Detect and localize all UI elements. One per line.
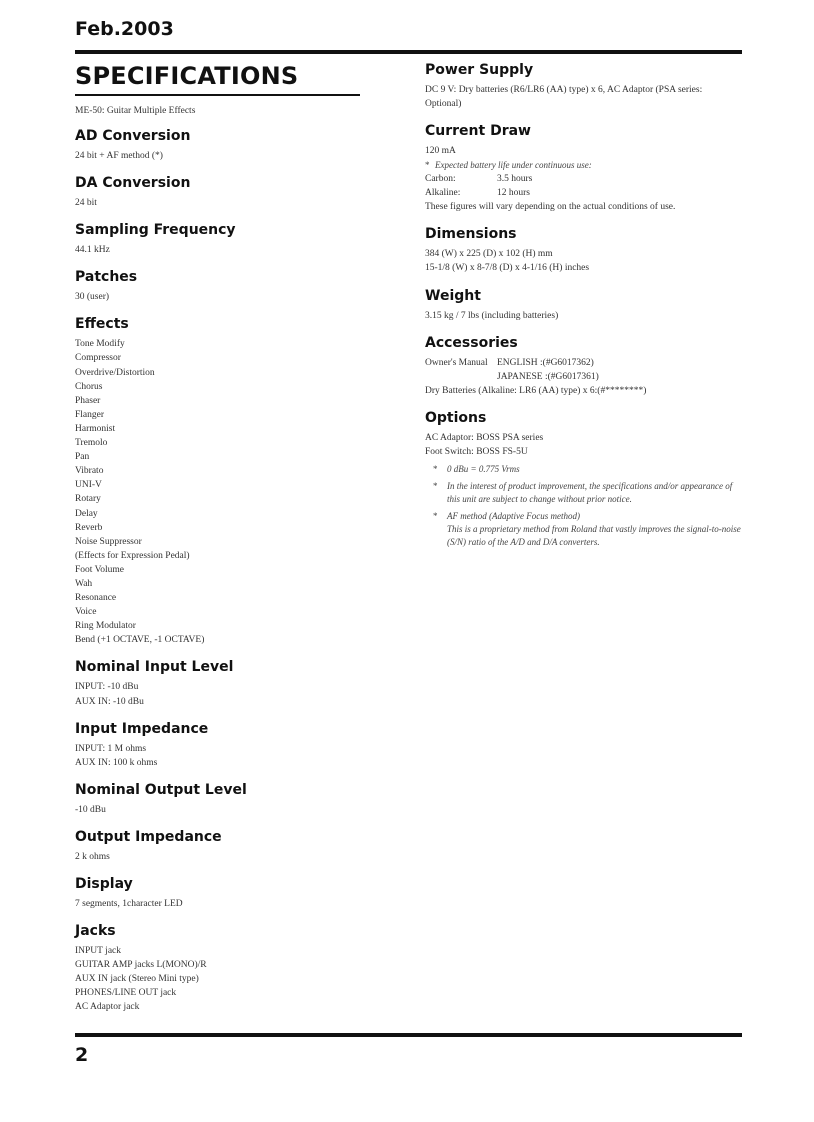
section-body: [425, 431, 745, 459]
section-body: [75, 850, 365, 864]
spec-line: AC Adaptor: BOSS PSA series: [425, 432, 544, 443]
spec-line: Tremolo: [75, 438, 108, 449]
spec-line: Pan: [75, 452, 90, 463]
section-body: [75, 290, 365, 304]
section-heading: Weight: [425, 287, 481, 304]
manual-label: Owner's Manual: [425, 357, 488, 368]
battery-row: [425, 186, 745, 200]
asterisk: *: [433, 463, 438, 474]
section-body: [75, 944, 365, 1014]
spec-section: [75, 782, 365, 817]
manual-row: [425, 370, 745, 384]
spec-line: INPUT: 1 M ohms: [75, 743, 147, 754]
note-line: [425, 158, 745, 172]
note-text: Expected battery life under continuous use:: [435, 160, 592, 171]
spec-line: 24 bit: [75, 198, 97, 209]
footnote-text: In the interest of product improvement, the specifications and/or appearance of this unit are subject to change without prior notice.: [447, 480, 733, 504]
spec-line: Harmonist: [75, 423, 116, 434]
spec-section: [75, 876, 365, 911]
spec-section: [75, 923, 365, 1014]
top-divider: [75, 50, 742, 54]
current-draw-section: [425, 123, 745, 214]
spec-line: Reverb: [75, 522, 103, 533]
spec-line: 120 mA: [425, 146, 456, 157]
dimensions-section: [425, 226, 745, 275]
spec-line: (Effects for Expression Pedal): [75, 550, 190, 561]
spec-line: Resonance: [75, 593, 117, 604]
spec-line: Bend (+1 OCTAVE, -1 OCTAVE): [75, 635, 205, 646]
left-sections: [75, 128, 365, 1015]
spec-line: 30 (user): [75, 292, 110, 303]
spec-line: DC 9 V: Dry batteries (R6/LR6 (AA) type) x 6, AC Adaptor (PSA series:: [425, 85, 703, 95]
page-subtitle: ME-50: Guitar Multiple Effects: [75, 106, 196, 116]
section-heading: Effects: [75, 316, 129, 333]
spec-line: AUX IN: -10 dBu: [75, 696, 144, 707]
spec-line: Noise Suppressor: [75, 536, 142, 547]
left-column: [75, 60, 365, 1015]
spec-line: Voice: [75, 607, 97, 618]
manual-japanese: JAPANESE :(#G6017361): [497, 371, 599, 382]
asterisk: *: [433, 480, 438, 491]
spec-line: Wah: [75, 578, 93, 589]
section-heading: Options: [425, 409, 487, 426]
spec-line: Optional): [425, 99, 462, 110]
section-body: [75, 680, 365, 708]
spec-section: [75, 721, 365, 770]
battery-row: [425, 172, 745, 186]
bottom-divider: [75, 1033, 742, 1037]
spec-line: Ring Modulator: [75, 621, 136, 632]
section-body: [425, 83, 745, 111]
spec-line: Overdrive/Distortion: [75, 367, 155, 378]
spec-line: 15-1/8 (W) x 8-7/8 (D) x 4-1/16 (H) inches: [425, 263, 590, 274]
spec-line: Chorus: [75, 381, 103, 392]
battery-life: 3.5 hours: [497, 174, 533, 185]
spec-line: AUX IN jack (Stereo Mini type): [75, 974, 199, 985]
spec-line: 24 bit + AF method (*): [75, 151, 163, 161]
footnote-description: This is a proprietary method from Roland that vastly improves the signal-to-noise (S/N) ratio of the A/D and D/A converters.: [447, 523, 741, 547]
spec-line: 3.15 kg / 7 lbs (including batteries): [425, 310, 559, 321]
section-heading: Sampling Frequency: [75, 222, 236, 239]
spec-line: INPUT jack: [75, 946, 121, 957]
section-body: [425, 356, 745, 398]
section-heading: DA Conversion: [75, 175, 191, 192]
spec-line: PHONES/LINE OUT jack: [75, 988, 177, 999]
spec-line: Flanger: [75, 409, 105, 420]
spec-line: Tone Modify: [75, 339, 125, 350]
spec-line: Phaser: [75, 395, 101, 406]
spec-line: Compressor: [75, 353, 121, 364]
header-date: Feb.2003: [75, 18, 174, 40]
section-body: [75, 742, 365, 770]
section-body: [75, 196, 365, 210]
section-heading: Nominal Output Level: [75, 781, 247, 798]
spec-section: [75, 269, 365, 304]
spec-line: Foot Switch: BOSS FS-5U: [425, 446, 528, 457]
spec-line: Foot Volume: [75, 564, 125, 575]
section-heading: Patches: [75, 269, 138, 286]
spec-line: INPUT: -10 dBu: [75, 682, 139, 693]
section-heading: AD Conversion: [75, 128, 191, 144]
page-title: SPECIFICATIONS: [75, 62, 299, 90]
spec-line: -10 dBu: [75, 804, 106, 815]
asterisk: *: [425, 160, 430, 171]
section-heading: Jacks: [75, 923, 116, 940]
spec-line: These figures will vary depending on the actual conditions of use.: [425, 202, 676, 213]
section-body: [75, 803, 365, 817]
battery-type: Carbon:: [425, 174, 456, 185]
spec-section: [75, 222, 365, 257]
right-column: [425, 60, 745, 553]
accessories-section: [425, 335, 745, 398]
section-body: [425, 144, 745, 214]
section-heading: Output Impedance: [75, 828, 222, 845]
section-body: [75, 337, 365, 647]
spec-line: Rotary: [75, 494, 101, 505]
section-heading: Dimensions: [425, 226, 517, 243]
section-body: [75, 243, 365, 257]
section-body: [425, 247, 745, 275]
spec-section: [75, 659, 365, 708]
footnote-text: 0 dBu = 0.775 Vrms: [447, 463, 520, 474]
spec-section: [75, 316, 365, 647]
page-number: 2: [75, 1044, 89, 1066]
section-body: [75, 897, 365, 911]
options-section: [425, 410, 745, 549]
weight-section: [425, 288, 745, 323]
manual-english: ENGLISH :(#G6017362): [497, 357, 594, 368]
section-body: [425, 309, 745, 323]
spec-line: UNI-V: [75, 480, 102, 491]
spec-line: Vibrato: [75, 466, 104, 477]
spec-section: [75, 829, 365, 864]
battery-life: 12 hours: [497, 188, 530, 199]
footnote-text: AF method (Adaptive Focus method): [447, 510, 580, 521]
section-heading: Input Impedance: [75, 720, 209, 737]
spec-line: GUITAR AMP jacks L(MONO)/R: [75, 960, 207, 971]
spec-section: [75, 175, 365, 210]
footnote: [425, 480, 745, 506]
footnote: [425, 510, 745, 549]
spec-line: 2 k ohms: [75, 851, 110, 862]
footnotes: [425, 463, 745, 549]
spec-line: AC Adaptor jack: [75, 1002, 140, 1013]
spec-line: 44.1 kHz: [75, 245, 110, 256]
section-heading: Nominal Input Level: [75, 659, 234, 676]
spec-line: Delay: [75, 508, 98, 519]
section-heading: Display: [75, 876, 133, 892]
section-body: [75, 149, 365, 163]
spec-line: 384 (W) x 225 (D) x 102 (H) mm: [425, 249, 553, 260]
section-heading: Current Draw: [425, 123, 531, 140]
power-supply-section: [425, 62, 745, 111]
section-heading: Power Supply: [425, 62, 534, 78]
asterisk: *: [433, 510, 438, 521]
spec-line: AUX IN: 100 k ohms: [75, 757, 158, 768]
manual-row: [425, 356, 745, 370]
footnote: [425, 463, 745, 476]
spec-line: Dry Batteries (Alkaline: LR6 (AA) type) x 6:(#********): [425, 385, 647, 396]
title-underline: [75, 94, 360, 96]
spec-section: [75, 128, 365, 163]
battery-type: Alkaline:: [425, 188, 461, 199]
section-heading: Accessories: [425, 334, 518, 351]
spec-line: 7 segments, 1character LED: [75, 899, 183, 909]
